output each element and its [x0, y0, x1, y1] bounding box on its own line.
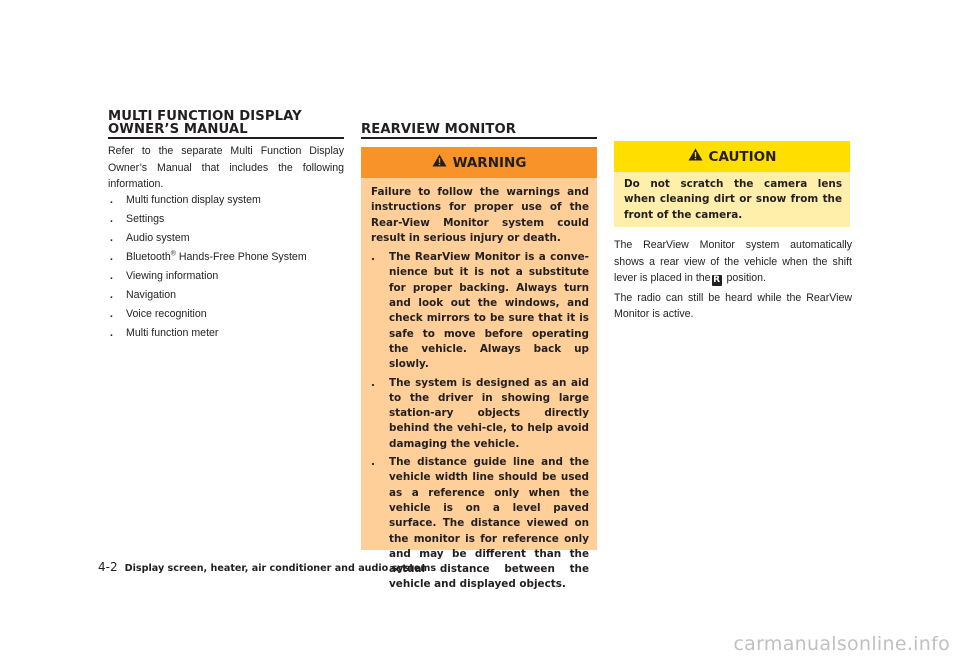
- warning-header: [361, 147, 597, 178]
- heading-rule: [361, 137, 597, 139]
- warning-item-text: The RearView Monitor is a conve-nience but it is not a substitute for proper backing. Always turn and look out the windows, and check mirrors to be sure that it is safe to move before operating the vehicle. Always back up slowly.: [389, 251, 589, 371]
- list-item-label: Bluetooth: [126, 251, 171, 263]
- bullet-dot: .: [110, 289, 113, 301]
- watermark: carmanualsonline.info: [733, 633, 950, 655]
- list-item: [108, 327, 344, 346]
- list-item-label: Multi function meter: [126, 327, 219, 339]
- caution-header: [614, 141, 850, 172]
- bullet-dot: .: [110, 213, 113, 225]
- caution-triangle-icon: [688, 148, 703, 166]
- bullet-dot: .: [110, 308, 113, 320]
- bullet-dot: .: [371, 376, 375, 389]
- warning-box: [361, 147, 597, 591]
- registered-mark: ®: [170, 250, 176, 258]
- list-item-label: Audio system: [126, 232, 190, 244]
- warning-item-text: The distance guide line and the vehicle width line should be used as a reference only when the vehicle is on a level paved surface. The distance viewed on the monitor is for reference only and may be different than the actual distance between the vehicle and displayed objects.: [389, 456, 589, 591]
- list-item-label: Multi function display system: [126, 194, 261, 206]
- list-item-label-rest: Hands-Free Phone System: [175, 251, 307, 263]
- bullet-dot: .: [371, 251, 375, 264]
- list-item-label: Settings: [126, 213, 165, 225]
- gear-r-icon: R: [713, 275, 721, 285]
- list-item-label: Voice recognition: [126, 308, 207, 320]
- section-heading-rearview: REARVIEW MONITOR: [361, 122, 517, 137]
- caution-label: CAUTION: [708, 148, 777, 165]
- section-heading-multi-function: [108, 110, 348, 136]
- warning-label: WARNING: [452, 154, 527, 171]
- paragraph-text: position.: [723, 272, 766, 284]
- list-item: [108, 289, 344, 308]
- bullet-dot: .: [371, 456, 375, 469]
- warning-triangle-icon: [432, 154, 447, 172]
- warning-item: [371, 376, 589, 452]
- intro-paragraph: Refer to the separate Multi Function Display Owner’s Manual that includes the following information.: [108, 145, 344, 190]
- list-item: [108, 308, 344, 327]
- warning-body: [371, 185, 589, 596]
- warning-list: [371, 250, 589, 593]
- page-footer: [98, 561, 436, 575]
- caution-text: Do not scratch the camera lens when cleaning dirt or snow from the front of the camera.: [624, 178, 842, 221]
- caution-box: [614, 141, 850, 227]
- bullet-dot: .: [110, 327, 113, 339]
- feature-list: [108, 194, 344, 346]
- list-item: [108, 251, 344, 270]
- heading-line-1: MULTI FUNCTION DISPLAY: [108, 109, 302, 124]
- list-item: [108, 232, 344, 251]
- page-number: 4-2: [98, 560, 118, 574]
- list-item-label: Navigation: [126, 289, 177, 301]
- bullet-dot: .: [110, 232, 113, 244]
- list-item-label: Viewing information: [126, 270, 219, 282]
- list-item: [108, 194, 344, 213]
- paragraph: [614, 237, 852, 287]
- list-item: [108, 270, 344, 289]
- paragraph-text: The RearView Monitor system automatically shows a rear view of the vehicle when the shift lever is placed in the: [614, 239, 852, 284]
- rearview-description: [614, 237, 852, 323]
- heading-line-2: OWNER’S MANUAL: [108, 122, 248, 137]
- warning-item: [371, 250, 589, 372]
- heading-rule: [108, 137, 344, 139]
- warning-item-text: The system is designed as an aid to the driver in showing large station-ary objects directly behind the vehi-cle, to help avoid damaging the vehicle.: [389, 376, 589, 450]
- bullet-dot: .: [110, 194, 113, 206]
- bullet-dot: .: [110, 251, 113, 263]
- warning-intro: Failure to follow the warnings and instructions for proper use of the Rear-View Monitor system could result in serious injury or death.: [371, 186, 589, 244]
- list-item: [108, 213, 344, 232]
- section-title: Display screen, heater, air conditioner and audio systems: [124, 563, 437, 574]
- bullet-dot: .: [110, 270, 113, 282]
- paragraph: The radio can still be heard while the RearView Monitor is active.: [614, 291, 852, 320]
